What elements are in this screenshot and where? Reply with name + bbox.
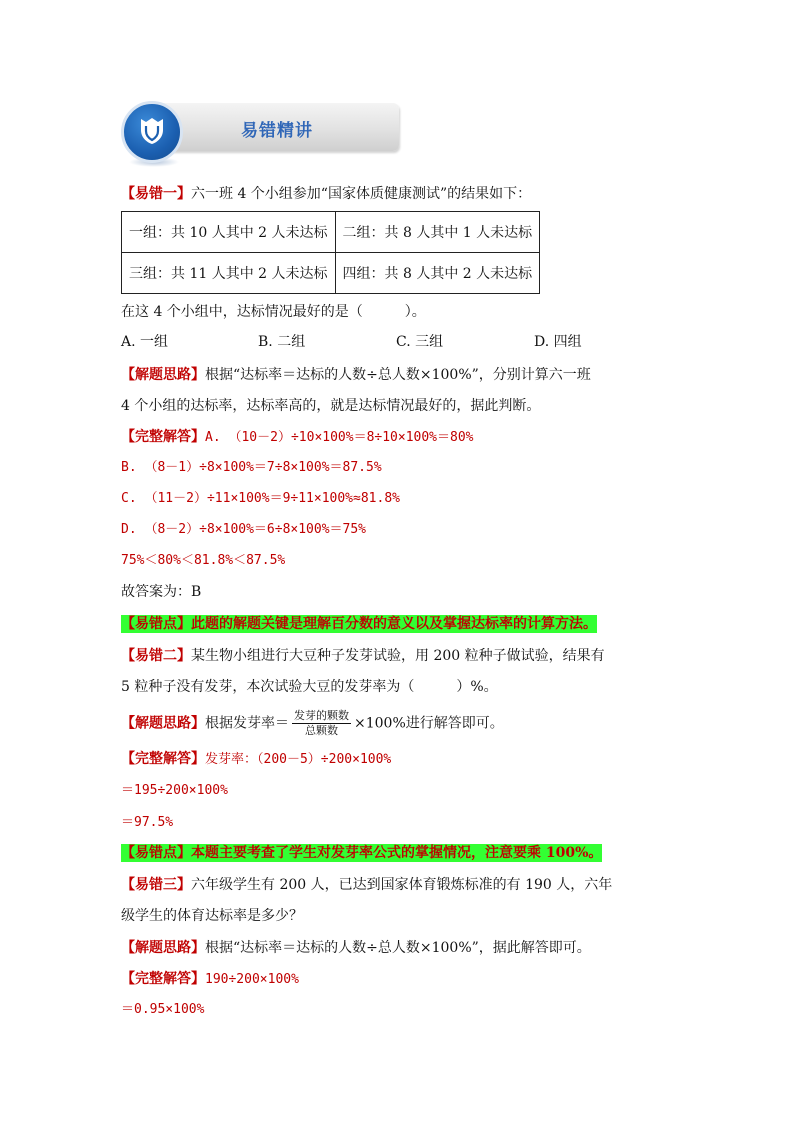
error1-answer-line3: C. （11－2）÷11×100%＝9÷11×100%≈81.8% xyxy=(121,491,400,506)
highlight-note: 【易错点】本题主要考查了学生对发芽率公式的掌握情况，注意要乘 100%。 xyxy=(121,845,603,861)
error1-final-answer: 故答案为：B xyxy=(121,584,202,600)
error2-question-line1 xyxy=(121,646,605,666)
group-results-table xyxy=(121,211,540,294)
error3-question-text: 六年级学生有 200 人，已达到国家体育锻炼标准的有 190 人，六年 xyxy=(191,877,613,893)
option-c: C. 三组 xyxy=(396,334,444,350)
error3-idea xyxy=(121,938,591,958)
error1-answer-line1 xyxy=(121,427,474,448)
error1-answer-line5: 75%＜80%＜81.8%＜87.5% xyxy=(121,553,286,568)
idea-tag: 【解题思路】 xyxy=(121,715,205,732)
error3-question-line1 xyxy=(121,875,612,895)
error1-question xyxy=(121,184,531,204)
highlight-note: 【易错点】此题的解题关键是理解百分数的意义以及掌握达标率的计算方法。 xyxy=(121,616,597,632)
answer-text: 发芽率：（200－5）÷200×100% xyxy=(205,752,392,767)
shield-icon xyxy=(138,116,166,146)
answer-text: 190÷200×100% xyxy=(205,972,299,987)
error2-idea xyxy=(121,710,504,737)
error2-question-text: 某生物小组进行大豆种子发芽试验，用 200 粒种子做试验，结果有 xyxy=(191,648,605,664)
error3-answer-line2: ＝0.95×100% xyxy=(121,1002,205,1017)
error2-answer-line1 xyxy=(121,749,391,770)
idea-text: 根据“达标率＝达标的人数÷总人数×100%”，据此解答即可。 xyxy=(205,940,591,956)
error2-tag: 【易错二】 xyxy=(121,648,191,664)
answer-tag: 【完整解答】 xyxy=(121,751,205,767)
idea-suffix: ×100%进行解答即可。 xyxy=(354,715,504,732)
error1-question-text: 六一班 4 个小组参加“国家体质健康测试”的结果如下： xyxy=(191,186,532,202)
error1-answer-line4: D. （8－2）÷8×100%＝6÷8×100%＝75% xyxy=(121,522,367,537)
option-a: A. 一组 xyxy=(121,334,169,350)
idea-tag: 【解题思路】 xyxy=(121,367,205,383)
error1-point xyxy=(121,614,597,634)
section-banner xyxy=(121,101,399,155)
idea-tag: 【解题思路】 xyxy=(121,940,205,956)
option-b: B. 二组 xyxy=(258,334,306,350)
idea-text: 根据“达标率＝达标的人数÷总人数×100%”，分别计算六一班 xyxy=(205,367,591,383)
fraction-numerator: 发芽的颗数 xyxy=(294,709,349,722)
fraction-denominator: 总颗数 xyxy=(305,724,338,737)
table-cell: 四组：共 8 人其中 2 人未达标 xyxy=(335,253,540,294)
error2-answer-line2: ＝195÷200×100% xyxy=(121,783,228,798)
option-d: D. 四组 xyxy=(534,334,582,350)
error1-idea-line2: 4 个小组的达标率，达标率高的，就是达标情况最好的，据此判断。 xyxy=(121,398,541,414)
section-title: 易错精讲 xyxy=(241,121,313,141)
table-row xyxy=(122,212,540,253)
error1-answer-line2: B. （8－1）÷8×100%＝7÷8×100%＝87.5% xyxy=(121,460,382,475)
error1-idea-line1 xyxy=(121,365,591,385)
error3-answer-line1 xyxy=(121,969,299,990)
idea-prefix: 根据发芽率＝ xyxy=(205,715,289,732)
error2-question-line2: 5 粒种子没有发芽，本次试验大豆的发芽率为（ ）%。 xyxy=(121,679,498,695)
table-cell: 二组：共 8 人其中 1 人未达标 xyxy=(335,212,540,253)
table-cell: 一组：共 10 人其中 2 人未达标 xyxy=(122,212,336,253)
error2-answer-line3: ＝97.5% xyxy=(121,815,174,830)
answer-text: A. （10－2）÷10×100%＝8÷10×100%＝80% xyxy=(205,430,474,445)
table-row xyxy=(122,253,540,294)
error3-tag: 【易错三】 xyxy=(121,877,191,893)
error1-prompt: 在这 4 个小组中，达标情况最好的是（ ）。 xyxy=(121,304,426,320)
shield-badge xyxy=(121,101,183,163)
table-cell: 三组：共 11 人其中 2 人未达标 xyxy=(122,253,336,294)
germination-fraction xyxy=(292,710,351,737)
error3-question-line2: 级学生的体育达标率是多少？ xyxy=(121,908,303,924)
error1-tag: 【易错一】 xyxy=(121,186,191,202)
answer-tag: 【完整解答】 xyxy=(121,971,205,987)
answer-tag: 【完整解答】 xyxy=(121,429,205,445)
error2-point xyxy=(121,843,602,863)
